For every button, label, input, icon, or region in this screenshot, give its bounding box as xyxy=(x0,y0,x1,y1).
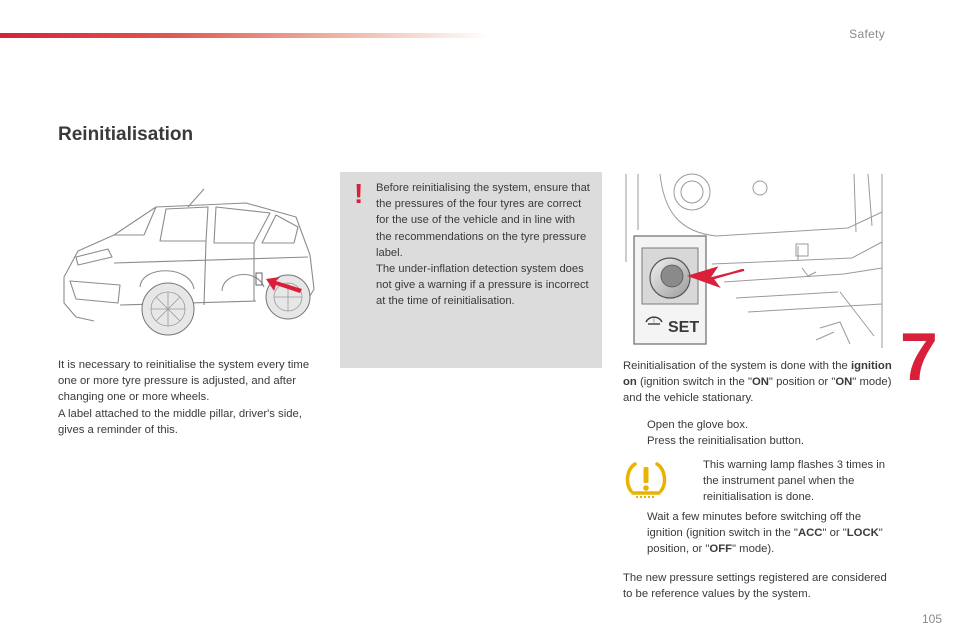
tyre-pressure-warning-lamp-icon xyxy=(625,459,667,501)
svg-text:!: ! xyxy=(653,319,655,325)
section-name: Safety xyxy=(849,27,885,41)
step-lamp-flashes: This warning lamp flashes 3 times in the instrument panel when the reinitialisation is done. xyxy=(703,459,886,504)
warning-box xyxy=(340,172,602,368)
warning-paragraph-2: The under-inflation detection system does not give a warning if a pressure is incorrect at the time of reinitialisation. xyxy=(376,263,589,308)
warning-paragraph-1: Before reinitialising the system, ensure that the pressures of the four tyres are correct for the use of the vehicle and in line with the recommendations on the tyre pressure label. xyxy=(376,182,590,259)
set-label: SET xyxy=(668,319,700,336)
page-number: 105 xyxy=(921,612,942,626)
step-open-glove-box: Open the glove box. xyxy=(647,418,749,431)
page-heading: Reinitialisation xyxy=(58,124,194,145)
warning-text xyxy=(376,180,592,310)
reinitialisation-steps xyxy=(623,358,893,602)
label-reminder-paragraph: A label attached to the middle pillar, driver's side, gives a reminder of this. xyxy=(58,407,302,436)
step-list xyxy=(623,417,893,449)
warning-exclamation-icon: ! xyxy=(354,178,364,209)
step-wait: Wait a few minutes before switching off the ignition (ignition switch in the "ACC" or "LOCK" position, or "OFF" mode). xyxy=(647,511,883,556)
set-button-illustration xyxy=(620,172,885,348)
chapter-number: 7 xyxy=(900,319,938,395)
warning-lamp-text xyxy=(679,457,889,506)
reinitialisation-intro-right: Reinitialisation of the system is done with the ignition on (ignition switch in the "ON" position or "ON" mode) and the vehicle stationary. xyxy=(623,360,892,405)
closing-paragraph: The new pressure settings registered are considered to be reference values by the system. xyxy=(623,571,887,600)
intro-paragraph: It is necessary to reinitialise the system every time one or more tyre pressure is adjusted, and after changing one or more wheels. xyxy=(58,359,310,404)
warning-lamp-row xyxy=(623,457,893,509)
car-illustration xyxy=(56,185,318,345)
reinitialisation-intro xyxy=(58,357,328,438)
step-press-button: Press the reinitialisation button. xyxy=(647,434,804,447)
header-accent-bar xyxy=(0,33,490,38)
